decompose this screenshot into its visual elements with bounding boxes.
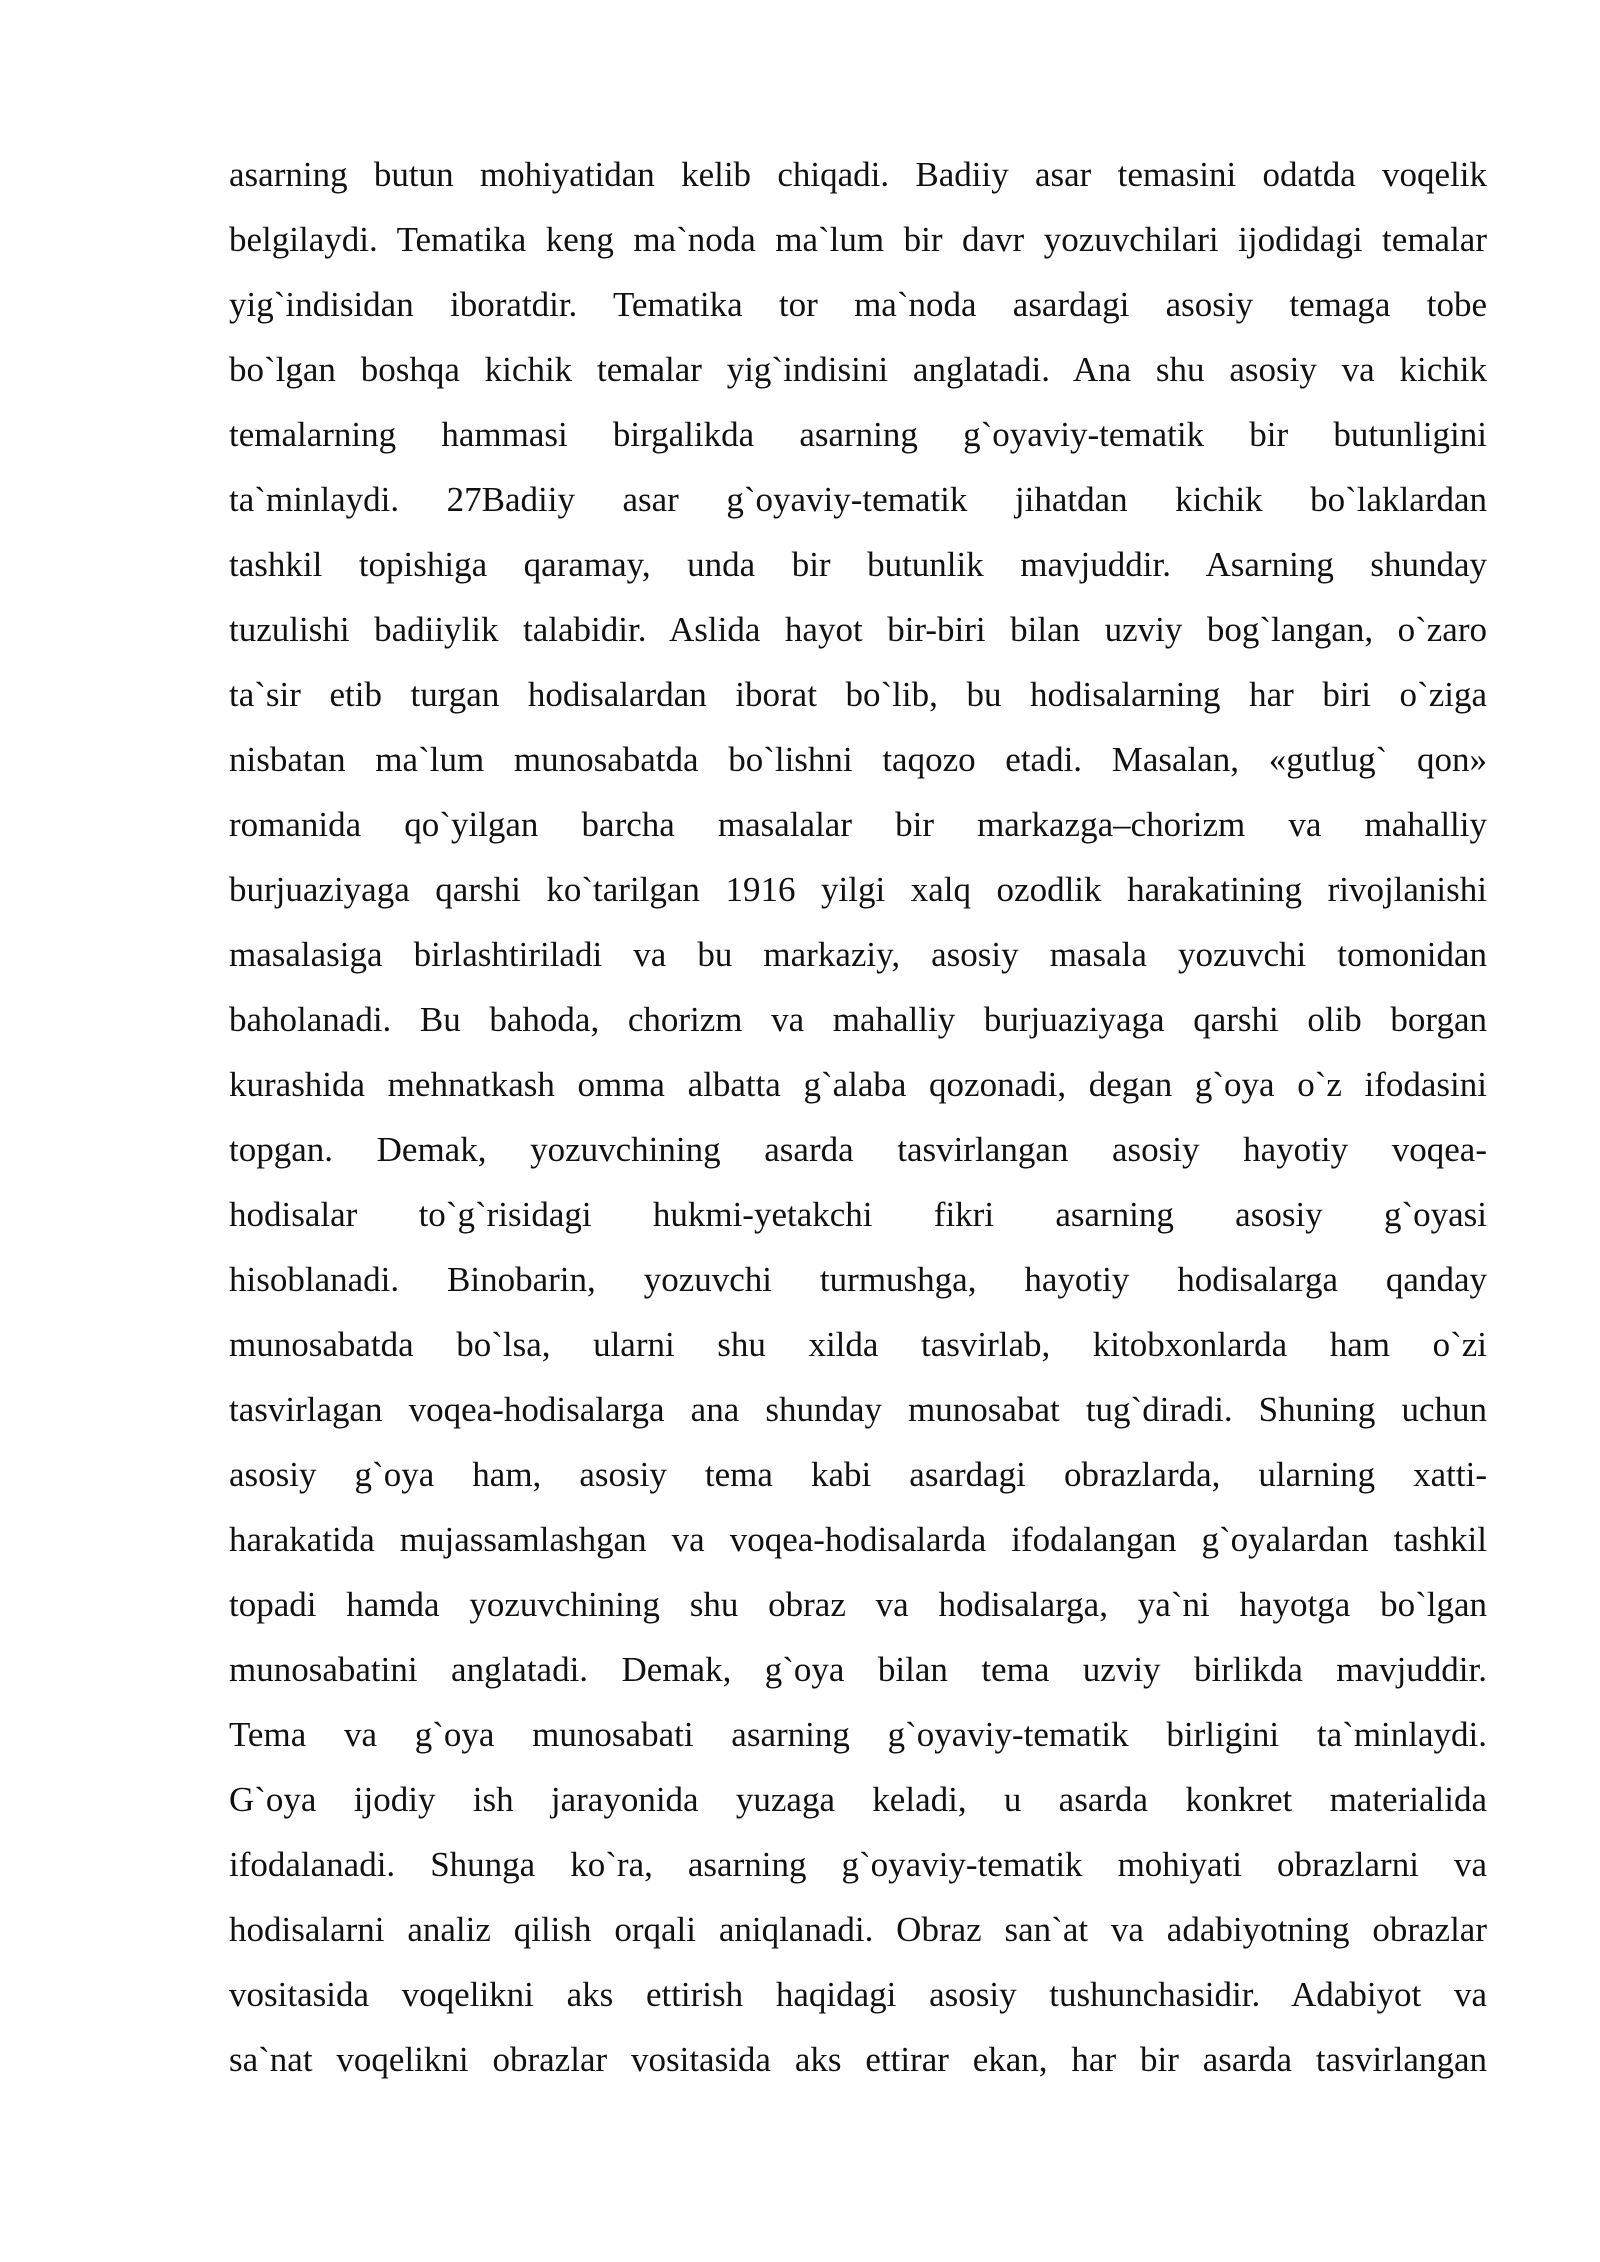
text-line: tasvirlagan voqea-hodisalarga ana shunday munosabat tug`diradi. Shuning uchun <box>229 1390 1487 1429</box>
text-line: hodisalar to`g`risidagi hukmi-yetakchi fikri asarning asosiy g`oyasi <box>229 1195 1487 1234</box>
text-line: masalasiga birlashtiriladi va bu markaziy, asosiy masala yozuvchi tomonidan <box>229 935 1487 974</box>
text-line: Tema va g`oya munosabati asarning g`oyaviy-tematik birligini ta`minlaydi. <box>229 1715 1487 1754</box>
text-line: temalarning hammasi birgalikda asarning g`oyaviy-tematik bir butunligini <box>229 415 1487 454</box>
text-line: baholanadi. Bu bahoda, chorizm va mahalliy burjuaziyaga qarshi olib borgan <box>229 1000 1487 1039</box>
text-line: belgilaydi. Tematika keng ma`noda ma`lum bir davr yozuvchilari ijodidagi temalar <box>229 220 1487 259</box>
text-line: tashkil topishiga qaramay, unda bir butunlik mavjuddir. Asarning shunday <box>229 545 1487 584</box>
text-line: topgan. Demak, yozuvchining asarda tasvirlangan asosiy hayotiy voqea- <box>229 1130 1487 1169</box>
text-line: G`oya ijodiy ish jarayonida yuzaga keladi, u asarda konkret materialida <box>229 1780 1487 1819</box>
text-line: hodisalarni analiz qilish orqali aniqlanadi. Obraz san`at va adabiyotning obrazlar <box>229 1910 1487 1949</box>
text-line: romanida qo`yilgan barcha masalalar bir markazga–chorizm va mahalliy <box>229 805 1487 844</box>
text-line: burjuaziyaga qarshi ko`tarilgan 1916 yilgi xalq ozodlik harakatining rivojlanishi <box>229 870 1487 909</box>
text-line: tuzulishi badiiylik talabidir. Aslida hayot bir-biri bilan uzviy bog`langan, o`zaro <box>229 610 1487 649</box>
text-line: ta`minlaydi. 27Badiiy asar g`oyaviy-tematik jihatdan kichik bo`laklardan <box>229 480 1487 519</box>
text-line: ta`sir etib turgan hodisalardan iborat bo`lib, bu hodisalarning har biri o`ziga <box>229 675 1487 714</box>
text-line: vositasida voqelikni aks ettirish haqidagi asosiy tushunchasidir. Adabiyot va <box>229 1975 1487 2014</box>
text-line: harakatida mujassamlashgan va voqea-hodisalarda ifodalangan g`oyalardan tashkil <box>229 1520 1487 1559</box>
text-line: sa`nat voqelikni obrazlar vositasida aks ettirar ekan, har bir asarda tasvirlangan <box>229 2040 1487 2079</box>
text-line: bo`lgan boshqa kichik temalar yig`indisini anglatadi. Ana shu asosiy va kichik <box>229 350 1487 389</box>
text-line: hisoblanadi. Binobarin, yozuvchi turmushga, hayotiy hodisalarga qanday <box>229 1260 1487 1299</box>
text-line: topadi hamda yozuvchining shu obraz va hodisalarga, ya`ni hayotga bo`lgan <box>229 1585 1487 1624</box>
text-line: kurashida mehnatkash omma albatta g`alaba qozonadi, degan g`oya o`z ifodasini <box>229 1065 1487 1104</box>
text-line: munosabatda bo`lsa, ularni shu xilda tasvirlab, kitobxonlarda ham o`zi <box>229 1325 1487 1364</box>
text-line: ifodalanadi. Shunga ko`ra, asarning g`oyaviy-tematik mohiyati obrazlarni va <box>229 1845 1487 1884</box>
text-line: nisbatan ma`lum munosabatda bo`lishni taqozo etadi. Masalan, «gutlug` qon» <box>229 740 1487 779</box>
text-line: asarning butun mohiyatidan kelib chiqadi. Badiiy asar temasini odatda voqelik <box>229 155 1487 194</box>
text-line: asosiy g`oya ham, asosiy tema kabi asardagi obrazlarda, ularning xatti- <box>229 1455 1487 1494</box>
text-line: yig`indisidan iboratdir. Tematika tor ma`noda asardagi asosiy temaga tobe <box>229 285 1487 324</box>
text-line: munosabatini anglatadi. Demak, g`oya bilan tema uzviy birlikda mavjuddir. <box>229 1650 1487 1689</box>
body-text <box>229 152 1487 2102</box>
